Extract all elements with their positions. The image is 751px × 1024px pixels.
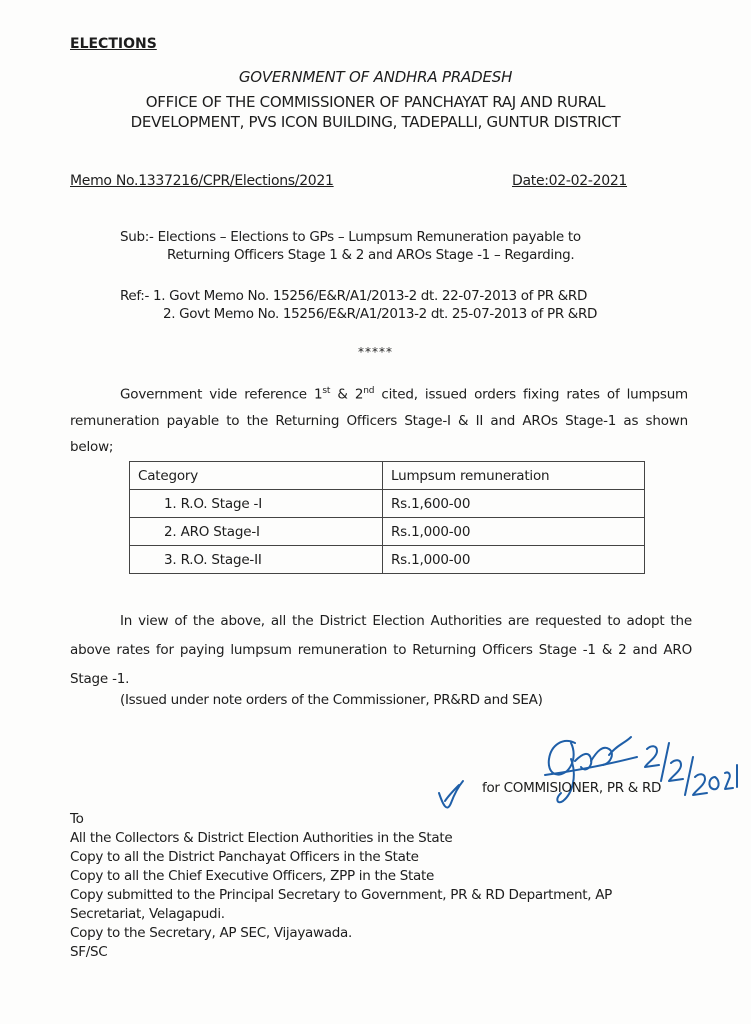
list-item: Copy to all the Chief Executive Officers, ZPP in the State xyxy=(70,868,434,884)
signature-icon xyxy=(425,715,745,820)
table-cell-category: 1. R.O. Stage -I xyxy=(130,490,383,518)
table-cell-amount: Rs.1,600-00 xyxy=(383,490,645,518)
paragraph-1-part-3: cited, issued orders fixing rates of lumpsum remuneration payable to the Returning Officers Stage-I & II and AROs Stage-1 as shown below; xyxy=(70,386,688,455)
list-item: All the Collectors & District Election Authorities in the State xyxy=(70,830,453,846)
paragraph-2-text: In view of the above, all the District Election Authorities are requested to adopt the above rates for paying lumpsum remuneration to Returning Officers Stage -1 & 2 and ARO Stage -1. xyxy=(70,613,692,687)
table-header-row xyxy=(130,462,645,490)
government-name: GOVERNMENT OF ANDHRA PRADESH xyxy=(238,68,513,86)
elections-heading: ELECTIONS xyxy=(70,36,157,52)
table-row xyxy=(130,546,645,574)
paragraph-1-sup-2: nd xyxy=(363,386,375,396)
office-line-1: OFFICE OF THE COMMISSIONER OF PANCHAYAT RAJ AND RURAL xyxy=(145,93,606,111)
subject-line-1: Sub:- Elections – Elections to GPs – Lumpsum Remuneration payable to xyxy=(120,229,581,245)
separator-stars: ***** xyxy=(358,345,393,359)
list-item: To xyxy=(70,811,84,827)
reference-line-1: Ref:- 1. Govt Memo No. 15256/E&R/A1/2013-2 dt. 22-07-2013 of PR &RD xyxy=(120,288,588,304)
memo-date: Date:02-02-2021 xyxy=(512,173,628,189)
remuneration-table xyxy=(129,461,645,574)
list-item: SF/SC xyxy=(70,944,108,960)
table-header-remuneration: Lumpsum remuneration xyxy=(383,462,645,490)
list-item: Secretariat, Velagapudi. xyxy=(70,906,225,922)
paragraph-1 xyxy=(70,378,688,460)
table-row xyxy=(130,490,645,518)
paragraph-1-part-2: & 2 xyxy=(330,386,364,403)
table-row xyxy=(130,518,645,546)
table-cell-category: 2. ARO Stage-I xyxy=(130,518,383,546)
table-cell-amount: Rs.1,000-00 xyxy=(383,518,645,546)
paragraph-1-part-1: Government vide reference 1 xyxy=(120,386,323,403)
issued-note: (Issued under note orders of the Commissioner, PR&RD and SEA) xyxy=(120,692,543,708)
reference-line-2: 2. Govt Memo No. 15256/E&R/A1/2013-2 dt. 25-07-2013 of PR &RD xyxy=(163,306,598,322)
list-item: Copy to all the District Panchayat Officers in the State xyxy=(70,849,419,865)
memo-number: Memo No.1337216/CPR/Elections/2021 xyxy=(70,173,334,189)
signoff-text: for COMMISIONER, PR & RD xyxy=(482,780,662,796)
table-cell-category: 3. R.O. Stage-II xyxy=(130,546,383,574)
office-line-2: DEVELOPMENT, PVS ICON BUILDING, TADEPALLI, GUNTUR DISTRICT xyxy=(130,113,621,131)
table-header-category: Category xyxy=(130,462,383,490)
list-item: Copy to the Secretary, AP SEC, Vijayawada. xyxy=(70,925,352,941)
paragraph-1-sup-1: st xyxy=(322,386,331,396)
table-cell-amount: Rs.1,000-00 xyxy=(383,546,645,574)
list-item: Copy submitted to the Principal Secretary to Government, PR & RD Department, AP xyxy=(70,887,612,903)
distribution-list xyxy=(70,810,612,962)
subject-line-2: Returning Officers Stage 1 & 2 and AROs Stage -1 – Regarding. xyxy=(167,247,575,263)
paragraph-2 xyxy=(70,607,692,694)
